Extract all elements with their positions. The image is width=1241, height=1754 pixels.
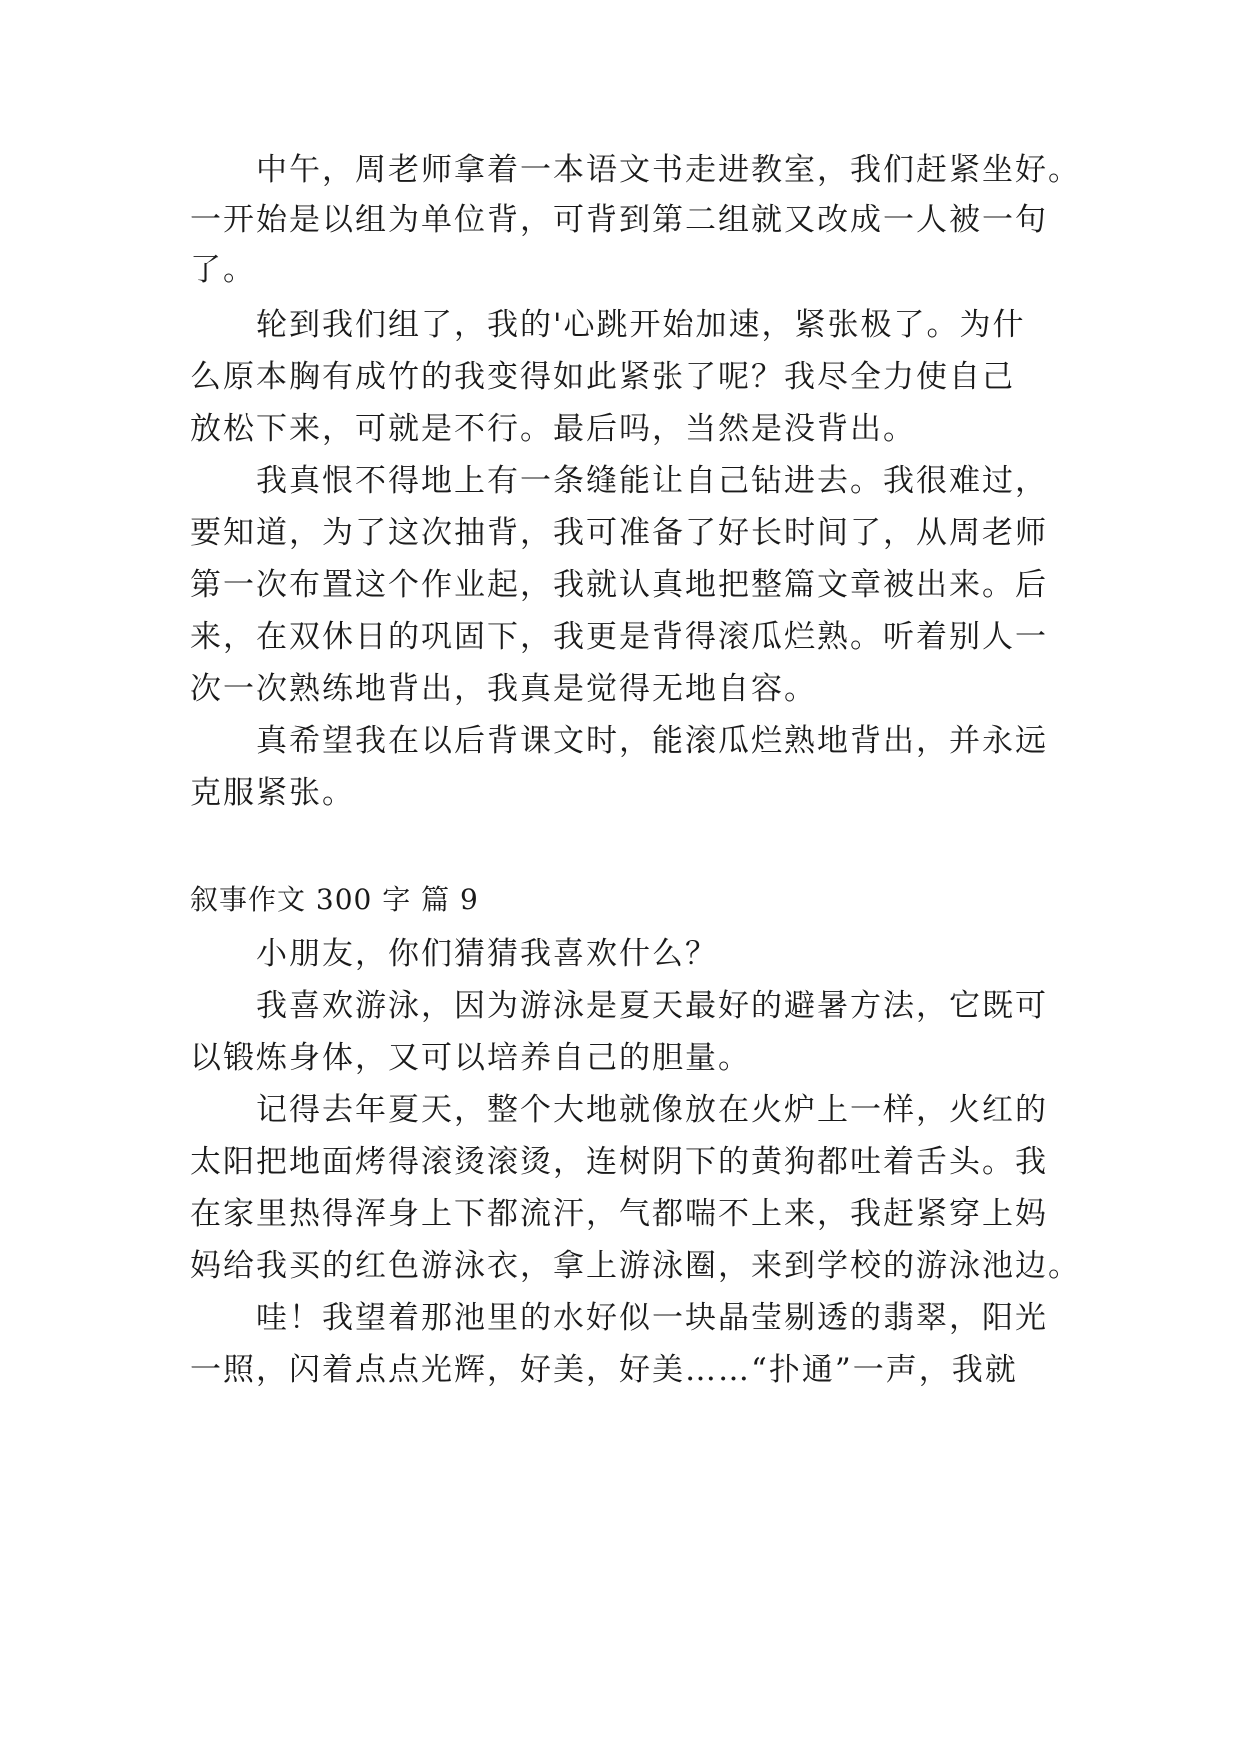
paragraph-line: 克服紧张。 xyxy=(190,775,355,811)
paragraph-line: 次一次熟练地背出，我真是觉得无地自容。 xyxy=(190,671,817,707)
paragraph-line: 我真恨不得地上有一条缝能让自己钻进去。我很难过， xyxy=(256,463,1048,499)
paragraph-line: 在家里热得浑身上下都流汗，气都喘不上来，我赶紧穿上妈 xyxy=(190,1196,1048,1232)
paragraph-line: 一照，闪着点点光辉，好美，好美……“扑通”一声，我就 xyxy=(190,1352,1018,1388)
paragraph-line: 太阳把地面烤得滚烫滚烫，连树阴下的黄狗都吐着舌头。我 xyxy=(190,1144,1048,1180)
paragraph-line: 真希望我在以后背课文时，能滚瓜烂熟地背出，并永远 xyxy=(256,723,1048,759)
paragraph-line: 小朋友，你们猜猜我喜欢什么？ xyxy=(256,936,718,972)
paragraph-line: 了。 xyxy=(190,252,256,288)
paragraph-line: 第一次布置这个作业起，我就认真地把整篇文章被出来。后 xyxy=(190,567,1048,603)
paragraph-line: 中午，周老师拿着一本语文书走进教室，我们赶紧坐好。 xyxy=(256,152,1081,188)
paragraph-line: 来，在双休日的巩固下，我更是背得滚瓜烂熟。听着别人一 xyxy=(190,619,1048,655)
paragraph-line: 我喜欢游泳，因为游泳是夏天最好的避暑方法，它既可 xyxy=(256,988,1048,1024)
paragraph-line: 妈给我买的红色游泳衣，拿上游泳圈，来到学校的游泳池边。 xyxy=(190,1248,1081,1284)
paragraph-line: 哇！我望着那池里的水好似一块晶莹剔透的翡翠，阳光 xyxy=(256,1300,1048,1336)
paragraph-line: 以锻炼身体，又可以培养自己的胆量。 xyxy=(190,1040,751,1076)
paragraph-line: 轮到我们组了，我的'心跳开始加速，紧张极了。为什 xyxy=(256,307,1026,343)
paragraph-line: 放松下来，可就是不行。最后吗，当然是没背出。 xyxy=(190,411,916,447)
paragraph-line: 一开始是以组为单位背，可背到第二组就又改成一人被一句 xyxy=(190,202,1048,238)
paragraph-line: 要知道，为了这次抽背，我可准备了好长时间了，从周老师 xyxy=(190,515,1048,551)
section-heading: 叙事作文 300 字 篇 9 xyxy=(190,883,479,916)
paragraph-line: 记得去年夏天，整个大地就像放在火炉上一样，火红的 xyxy=(256,1092,1048,1128)
paragraph-line: 么原本胸有成竹的我变得如此紧张了呢？我尽全力使自己 xyxy=(190,359,1015,395)
